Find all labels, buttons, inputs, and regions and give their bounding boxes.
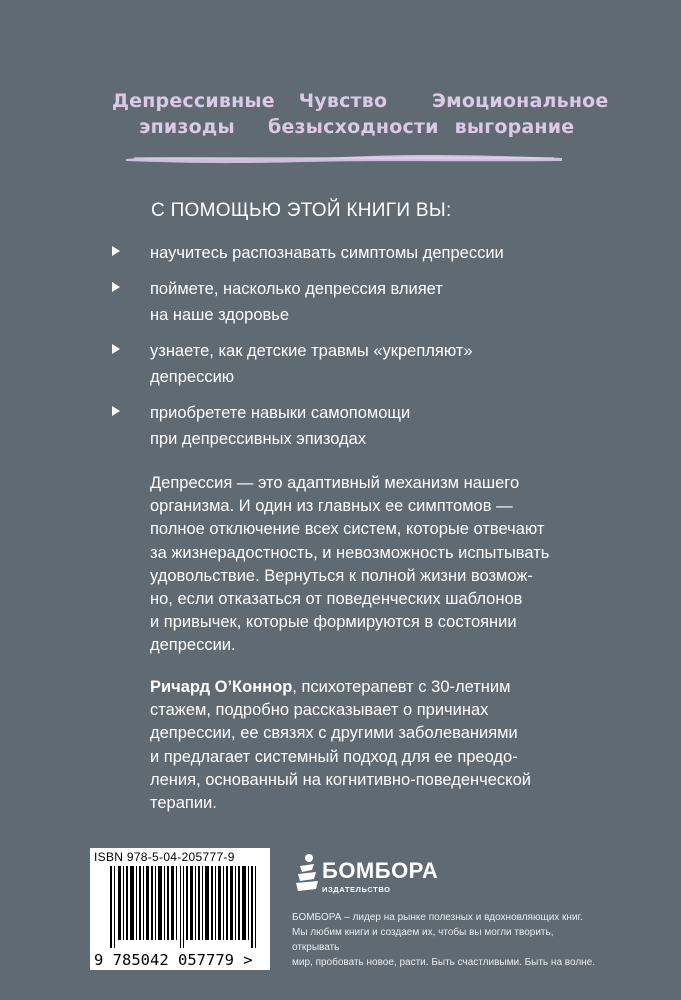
topic-line: безысходности xyxy=(268,116,439,138)
bullet-triangle-icon xyxy=(112,406,120,416)
author-name: Ричард О’Коннор xyxy=(150,678,293,696)
topic-line: Эмоциональное xyxy=(432,90,609,112)
brush-stroke-divider xyxy=(124,152,564,164)
isbn-digits: 9 785042 057779 > xyxy=(94,951,253,969)
bullet-triangle-icon xyxy=(112,344,120,354)
publisher-subtitle: ИЗДАТЕЛЬСТВО xyxy=(322,885,391,894)
benefit-text: узнаете, как детские травмы «укрепляют» депрессию xyxy=(150,342,473,386)
topic-line: эпизоды xyxy=(139,116,235,138)
topic-depressive-episodes xyxy=(112,88,275,140)
benefit-text: поймете, насколько депрессия влияет на наше здоровье xyxy=(150,280,443,324)
author-paragraph xyxy=(150,676,580,815)
barcode-bars xyxy=(110,866,258,948)
topic-line: выгорание xyxy=(454,116,575,138)
topic-burnout xyxy=(432,88,609,140)
bullet-triangle-icon xyxy=(112,282,120,292)
benefits-heading: С ПОМОЩЬЮ ЭТОЙ КНИГИ ВЫ: xyxy=(151,200,452,221)
publisher-description: БОМБОРА – лидер на рынке полезных и вдохновляющих книг. Мы любим книги и создаем их, чтобы вы могли творить, открывать мир, пробовать новое, расти. Быть счастливыми. Быть на волне. xyxy=(292,912,596,968)
publisher-name: БОМБОРА xyxy=(322,858,439,883)
topic-headings xyxy=(0,88,681,144)
isbn-label: ISBN 978-5-04-205777-9 xyxy=(94,850,235,864)
list-item xyxy=(112,240,582,266)
book-description: Депрессия — это адаптивный механизм нашего организма. И один из главных ее симптомов — полное отключение всех систем, которые отвечают за жизнерадостность, и невозможность испытывать удовольствие. Вернуться к полной жизни возмож- но, если отказаться от поведенческих шаблонов и привычек, которые формируются в состоянии депрессии. xyxy=(150,474,550,655)
topic-line: Депрессивные xyxy=(112,90,275,112)
benefit-text: научитесь распознавать симптомы депрессии xyxy=(150,244,504,262)
list-item xyxy=(112,276,582,328)
list-item xyxy=(112,400,582,452)
topic-hopelessness xyxy=(268,88,439,140)
author-bio: , психотерапевт с 30-летним стажем, подробно рассказывает о причинах депрессии, ее связях с другими заболеваниями и предлагает системный подход для ее преодо- ления, основанный на когнитивно-поведенческой терапии. xyxy=(150,678,531,813)
bombora-logo-icon xyxy=(294,852,320,894)
list-item xyxy=(112,338,582,390)
bullet-triangle-icon xyxy=(112,246,120,256)
isbn-barcode xyxy=(90,848,270,970)
benefits-list xyxy=(112,240,582,462)
topic-line: Чувство xyxy=(298,90,388,112)
benefit-text: приобретете навыки самопомощи при депрессивных эпизодах xyxy=(150,404,411,448)
